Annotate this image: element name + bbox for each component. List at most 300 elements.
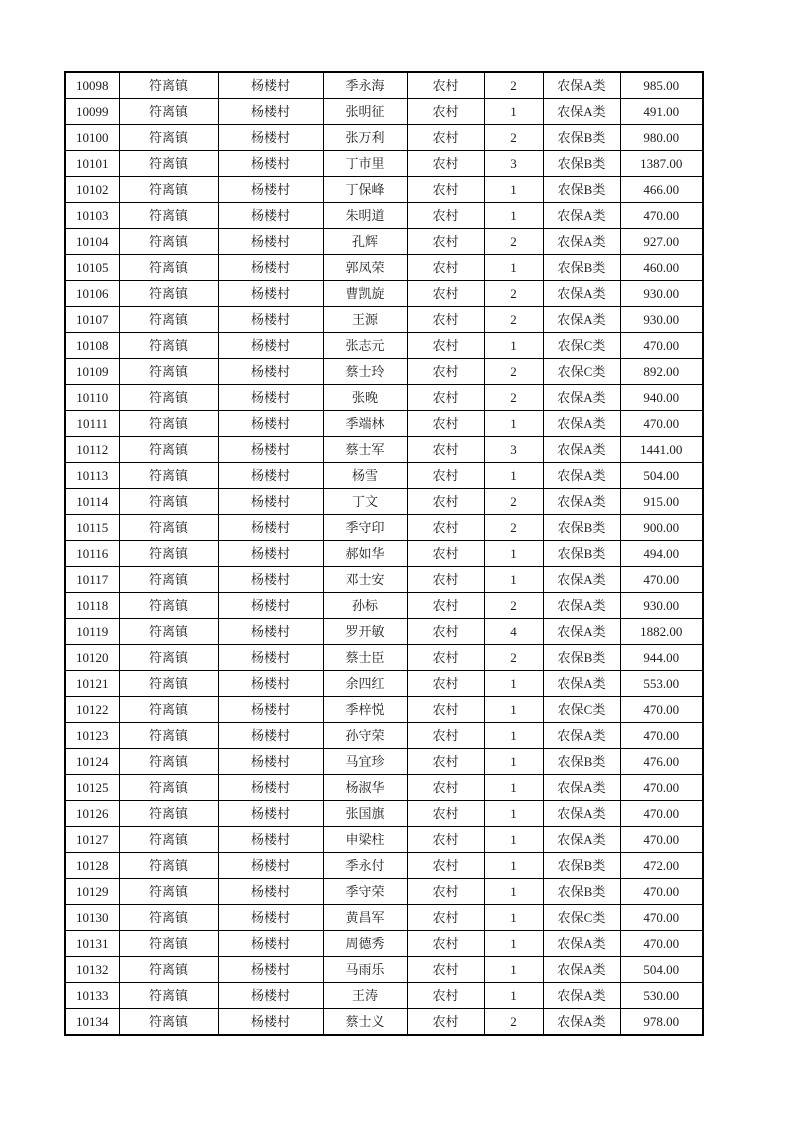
cell-town: 符离镇 — [119, 203, 218, 229]
cell-residence: 农村 — [407, 359, 484, 385]
cell-insurance_type: 农保A类 — [543, 385, 620, 411]
cell-town: 符离镇 — [119, 72, 218, 99]
cell-name: 申梁柱 — [323, 827, 407, 853]
cell-amount: 470.00 — [620, 723, 703, 749]
table-row — [65, 281, 703, 307]
cell-id: 10098 — [65, 72, 119, 99]
cell-residence: 农村 — [407, 72, 484, 99]
table-row — [65, 671, 703, 697]
cell-id: 10108 — [65, 333, 119, 359]
cell-name: 余四红 — [323, 671, 407, 697]
cell-residence: 农村 — [407, 307, 484, 333]
cell-insurance_type: 农保B类 — [543, 177, 620, 203]
cell-id: 10129 — [65, 879, 119, 905]
cell-residence: 农村 — [407, 567, 484, 593]
cell-town: 符离镇 — [119, 359, 218, 385]
cell-id: 10130 — [65, 905, 119, 931]
table-row — [65, 99, 703, 125]
cell-residence: 农村 — [407, 931, 484, 957]
cell-name: 季永海 — [323, 72, 407, 99]
cell-count: 1 — [484, 723, 543, 749]
cell-amount: 504.00 — [620, 463, 703, 489]
cell-village: 杨楼村 — [218, 749, 323, 775]
cell-count: 1 — [484, 983, 543, 1009]
cell-residence: 农村 — [407, 879, 484, 905]
cell-village: 杨楼村 — [218, 645, 323, 671]
cell-id: 10101 — [65, 151, 119, 177]
cell-amount: 944.00 — [620, 645, 703, 671]
cell-insurance_type: 农保C类 — [543, 333, 620, 359]
cell-residence: 农村 — [407, 775, 484, 801]
cell-town: 符离镇 — [119, 801, 218, 827]
cell-id: 10132 — [65, 957, 119, 983]
cell-insurance_type: 农保A类 — [543, 229, 620, 255]
cell-residence: 农村 — [407, 489, 484, 515]
cell-insurance_type: 农保A类 — [543, 671, 620, 697]
cell-town: 符离镇 — [119, 437, 218, 463]
cell-village: 杨楼村 — [218, 931, 323, 957]
cell-residence: 农村 — [407, 827, 484, 853]
table-row — [65, 567, 703, 593]
cell-count: 2 — [484, 385, 543, 411]
cell-village: 杨楼村 — [218, 151, 323, 177]
cell-amount: 930.00 — [620, 307, 703, 333]
cell-id: 10106 — [65, 281, 119, 307]
table-row — [65, 515, 703, 541]
cell-town: 符离镇 — [119, 619, 218, 645]
cell-amount: 553.00 — [620, 671, 703, 697]
table-row — [65, 255, 703, 281]
cell-residence: 农村 — [407, 853, 484, 879]
cell-town: 符离镇 — [119, 411, 218, 437]
cell-insurance_type: 农保A类 — [543, 775, 620, 801]
cell-name: 朱明道 — [323, 203, 407, 229]
cell-insurance_type: 农保C类 — [543, 359, 620, 385]
cell-village: 杨楼村 — [218, 879, 323, 905]
cell-town: 符离镇 — [119, 723, 218, 749]
cell-village: 杨楼村 — [218, 489, 323, 515]
cell-insurance_type: 农保C类 — [543, 697, 620, 723]
cell-name: 蔡士义 — [323, 1009, 407, 1036]
cell-insurance_type: 农保A类 — [543, 1009, 620, 1036]
cell-town: 符离镇 — [119, 125, 218, 151]
table-row — [65, 177, 703, 203]
table-row — [65, 801, 703, 827]
cell-village: 杨楼村 — [218, 671, 323, 697]
cell-residence: 农村 — [407, 385, 484, 411]
cell-residence: 农村 — [407, 749, 484, 775]
cell-count: 4 — [484, 619, 543, 645]
table-row — [65, 411, 703, 437]
cell-town: 符离镇 — [119, 541, 218, 567]
cell-residence: 农村 — [407, 281, 484, 307]
cell-residence: 农村 — [407, 697, 484, 723]
cell-id: 10113 — [65, 463, 119, 489]
benefits-roster-table — [64, 71, 704, 1036]
cell-amount: 900.00 — [620, 515, 703, 541]
cell-name: 张晚 — [323, 385, 407, 411]
cell-town: 符离镇 — [119, 567, 218, 593]
cell-amount: 460.00 — [620, 255, 703, 281]
cell-town: 符离镇 — [119, 645, 218, 671]
table-row — [65, 359, 703, 385]
cell-town: 符离镇 — [119, 177, 218, 203]
table-row — [65, 151, 703, 177]
table-row — [65, 125, 703, 151]
cell-residence: 农村 — [407, 905, 484, 931]
cell-residence: 农村 — [407, 151, 484, 177]
cell-village: 杨楼村 — [218, 411, 323, 437]
cell-id: 10133 — [65, 983, 119, 1009]
cell-count: 2 — [484, 125, 543, 151]
cell-insurance_type: 农保A类 — [543, 723, 620, 749]
cell-count: 2 — [484, 281, 543, 307]
cell-count: 3 — [484, 437, 543, 463]
cell-name: 周德秀 — [323, 931, 407, 957]
cell-insurance_type: 农保A类 — [543, 593, 620, 619]
cell-residence: 农村 — [407, 255, 484, 281]
cell-count: 1 — [484, 333, 543, 359]
cell-town: 符离镇 — [119, 1009, 218, 1036]
cell-village: 杨楼村 — [218, 463, 323, 489]
table-row — [65, 645, 703, 671]
cell-amount: 472.00 — [620, 853, 703, 879]
cell-amount: 978.00 — [620, 1009, 703, 1036]
cell-insurance_type: 农保B类 — [543, 853, 620, 879]
cell-id: 10099 — [65, 99, 119, 125]
cell-name: 张明征 — [323, 99, 407, 125]
cell-residence: 农村 — [407, 983, 484, 1009]
cell-town: 符离镇 — [119, 229, 218, 255]
cell-insurance_type: 农保A类 — [543, 931, 620, 957]
cell-residence: 农村 — [407, 515, 484, 541]
cell-count: 2 — [484, 645, 543, 671]
cell-insurance_type: 农保B类 — [543, 645, 620, 671]
table-row — [65, 593, 703, 619]
cell-insurance_type: 农保A类 — [543, 203, 620, 229]
cell-name: 季梓悦 — [323, 697, 407, 723]
cell-count: 1 — [484, 905, 543, 931]
cell-insurance_type: 农保B类 — [543, 125, 620, 151]
cell-count: 1 — [484, 177, 543, 203]
cell-village: 杨楼村 — [218, 437, 323, 463]
cell-insurance_type: 农保A类 — [543, 463, 620, 489]
cell-residence: 农村 — [407, 957, 484, 983]
cell-name: 季永付 — [323, 853, 407, 879]
cell-id: 10109 — [65, 359, 119, 385]
table-row — [65, 827, 703, 853]
cell-town: 符离镇 — [119, 957, 218, 983]
cell-residence: 农村 — [407, 411, 484, 437]
cell-id: 10126 — [65, 801, 119, 827]
cell-village: 杨楼村 — [218, 515, 323, 541]
cell-insurance_type: 农保A类 — [543, 619, 620, 645]
cell-insurance_type: 农保A类 — [543, 567, 620, 593]
cell-name: 蔡士军 — [323, 437, 407, 463]
cell-id: 10107 — [65, 307, 119, 333]
cell-count: 1 — [484, 801, 543, 827]
cell-insurance_type: 农保B类 — [543, 515, 620, 541]
cell-id: 10119 — [65, 619, 119, 645]
cell-name: 季守印 — [323, 515, 407, 541]
cell-name: 丁保峰 — [323, 177, 407, 203]
table-row — [65, 437, 703, 463]
cell-village: 杨楼村 — [218, 307, 323, 333]
cell-town: 符离镇 — [119, 385, 218, 411]
cell-village: 杨楼村 — [218, 125, 323, 151]
cell-amount: 470.00 — [620, 905, 703, 931]
cell-amount: 470.00 — [620, 801, 703, 827]
table-row — [65, 723, 703, 749]
cell-amount: 470.00 — [620, 697, 703, 723]
cell-residence: 农村 — [407, 333, 484, 359]
cell-id: 10134 — [65, 1009, 119, 1036]
cell-id: 10105 — [65, 255, 119, 281]
cell-town: 符离镇 — [119, 593, 218, 619]
cell-amount: 470.00 — [620, 931, 703, 957]
cell-town: 符离镇 — [119, 905, 218, 931]
cell-count: 1 — [484, 567, 543, 593]
cell-name: 丁文 — [323, 489, 407, 515]
cell-insurance_type: 农保B类 — [543, 541, 620, 567]
cell-count: 1 — [484, 411, 543, 437]
cell-count: 1 — [484, 827, 543, 853]
cell-count: 2 — [484, 307, 543, 333]
cell-amount: 927.00 — [620, 229, 703, 255]
cell-residence: 农村 — [407, 437, 484, 463]
cell-name: 郭凤荣 — [323, 255, 407, 281]
cell-insurance_type: 农保A类 — [543, 489, 620, 515]
cell-residence: 农村 — [407, 99, 484, 125]
cell-count: 1 — [484, 203, 543, 229]
cell-name: 王源 — [323, 307, 407, 333]
cell-amount: 892.00 — [620, 359, 703, 385]
cell-name: 季守荣 — [323, 879, 407, 905]
cell-amount: 470.00 — [620, 879, 703, 905]
cell-residence: 农村 — [407, 203, 484, 229]
cell-amount: 504.00 — [620, 957, 703, 983]
cell-village: 杨楼村 — [218, 775, 323, 801]
table-row — [65, 619, 703, 645]
table-row — [65, 229, 703, 255]
cell-insurance_type: 农保B类 — [543, 879, 620, 905]
cell-count: 1 — [484, 853, 543, 879]
cell-count: 2 — [484, 229, 543, 255]
cell-amount: 491.00 — [620, 99, 703, 125]
cell-count: 1 — [484, 957, 543, 983]
table-row — [65, 463, 703, 489]
cell-count: 1 — [484, 255, 543, 281]
cell-village: 杨楼村 — [218, 333, 323, 359]
cell-name: 郝如华 — [323, 541, 407, 567]
cell-count: 1 — [484, 749, 543, 775]
cell-insurance_type: 农保A类 — [543, 983, 620, 1009]
table-row — [65, 853, 703, 879]
cell-village: 杨楼村 — [218, 229, 323, 255]
cell-insurance_type: 农保A类 — [543, 411, 620, 437]
cell-village: 杨楼村 — [218, 567, 323, 593]
cell-amount: 470.00 — [620, 775, 703, 801]
cell-count: 1 — [484, 463, 543, 489]
cell-name: 马宜珍 — [323, 749, 407, 775]
cell-town: 符离镇 — [119, 255, 218, 281]
cell-town: 符离镇 — [119, 697, 218, 723]
cell-town: 符离镇 — [119, 333, 218, 359]
cell-amount: 470.00 — [620, 333, 703, 359]
cell-residence: 农村 — [407, 1009, 484, 1036]
cell-name: 季端林 — [323, 411, 407, 437]
cell-count: 2 — [484, 1009, 543, 1036]
cell-residence: 农村 — [407, 645, 484, 671]
cell-name: 蔡士玲 — [323, 359, 407, 385]
cell-name: 黄昌军 — [323, 905, 407, 931]
cell-town: 符离镇 — [119, 463, 218, 489]
cell-village: 杨楼村 — [218, 541, 323, 567]
cell-town: 符离镇 — [119, 879, 218, 905]
cell-village: 杨楼村 — [218, 827, 323, 853]
cell-name: 罗开敏 — [323, 619, 407, 645]
cell-town: 符离镇 — [119, 515, 218, 541]
cell-amount: 915.00 — [620, 489, 703, 515]
cell-name: 丁市里 — [323, 151, 407, 177]
cell-count: 3 — [484, 151, 543, 177]
cell-town: 符离镇 — [119, 827, 218, 853]
cell-name: 杨雪 — [323, 463, 407, 489]
cell-id: 10127 — [65, 827, 119, 853]
cell-amount: 985.00 — [620, 72, 703, 99]
cell-id: 10100 — [65, 125, 119, 151]
cell-id: 10102 — [65, 177, 119, 203]
table-row — [65, 203, 703, 229]
cell-name: 孙守荣 — [323, 723, 407, 749]
cell-insurance_type: 农保A类 — [543, 957, 620, 983]
cell-village: 杨楼村 — [218, 255, 323, 281]
cell-town: 符离镇 — [119, 931, 218, 957]
cell-amount: 476.00 — [620, 749, 703, 775]
cell-id: 10121 — [65, 671, 119, 697]
cell-residence: 农村 — [407, 593, 484, 619]
cell-count: 1 — [484, 697, 543, 723]
cell-name: 孔辉 — [323, 229, 407, 255]
cell-residence: 农村 — [407, 463, 484, 489]
cell-residence: 农村 — [407, 541, 484, 567]
table-row — [65, 879, 703, 905]
cell-count: 2 — [484, 515, 543, 541]
cell-id: 10116 — [65, 541, 119, 567]
cell-insurance_type: 农保B类 — [543, 151, 620, 177]
cell-insurance_type: 农保A类 — [543, 72, 620, 99]
cell-amount: 930.00 — [620, 281, 703, 307]
cell-village: 杨楼村 — [218, 72, 323, 99]
table-row — [65, 749, 703, 775]
cell-village: 杨楼村 — [218, 619, 323, 645]
cell-count: 1 — [484, 931, 543, 957]
cell-village: 杨楼村 — [218, 281, 323, 307]
cell-amount: 1387.00 — [620, 151, 703, 177]
cell-name: 杨淑华 — [323, 775, 407, 801]
cell-count: 1 — [484, 99, 543, 125]
cell-id: 10118 — [65, 593, 119, 619]
cell-insurance_type: 农保A类 — [543, 307, 620, 333]
table-row — [65, 905, 703, 931]
cell-count: 2 — [484, 72, 543, 99]
table-row — [65, 489, 703, 515]
cell-village: 杨楼村 — [218, 801, 323, 827]
table-row — [65, 307, 703, 333]
cell-village: 杨楼村 — [218, 99, 323, 125]
cell-amount: 494.00 — [620, 541, 703, 567]
table-row — [65, 541, 703, 567]
cell-count: 1 — [484, 775, 543, 801]
cell-amount: 1441.00 — [620, 437, 703, 463]
cell-id: 10112 — [65, 437, 119, 463]
cell-name: 孙标 — [323, 593, 407, 619]
cell-village: 杨楼村 — [218, 1009, 323, 1036]
cell-id: 10103 — [65, 203, 119, 229]
cell-insurance_type: 农保A类 — [543, 281, 620, 307]
cell-residence: 农村 — [407, 723, 484, 749]
cell-amount: 940.00 — [620, 385, 703, 411]
cell-residence: 农村 — [407, 801, 484, 827]
cell-town: 符离镇 — [119, 99, 218, 125]
cell-town: 符离镇 — [119, 307, 218, 333]
cell-count: 1 — [484, 541, 543, 567]
cell-insurance_type: 农保B类 — [543, 255, 620, 281]
cell-amount: 980.00 — [620, 125, 703, 151]
cell-name: 马雨乐 — [323, 957, 407, 983]
cell-count: 2 — [484, 593, 543, 619]
cell-insurance_type: 农保C类 — [543, 905, 620, 931]
cell-id: 10110 — [65, 385, 119, 411]
cell-town: 符离镇 — [119, 853, 218, 879]
cell-id: 10128 — [65, 853, 119, 879]
cell-village: 杨楼村 — [218, 905, 323, 931]
cell-id: 10131 — [65, 931, 119, 957]
cell-insurance_type: 农保A类 — [543, 801, 620, 827]
cell-village: 杨楼村 — [218, 697, 323, 723]
table-row — [65, 983, 703, 1009]
cell-name: 王涛 — [323, 983, 407, 1009]
cell-id: 10124 — [65, 749, 119, 775]
cell-village: 杨楼村 — [218, 853, 323, 879]
cell-town: 符离镇 — [119, 281, 218, 307]
cell-id: 10120 — [65, 645, 119, 671]
table-row — [65, 385, 703, 411]
table-row — [65, 931, 703, 957]
cell-id: 10125 — [65, 775, 119, 801]
cell-town: 符离镇 — [119, 489, 218, 515]
cell-village: 杨楼村 — [218, 385, 323, 411]
cell-amount: 470.00 — [620, 203, 703, 229]
table-row — [65, 697, 703, 723]
cell-residence: 农村 — [407, 619, 484, 645]
cell-village: 杨楼村 — [218, 983, 323, 1009]
cell-amount: 930.00 — [620, 593, 703, 619]
cell-name: 张国旗 — [323, 801, 407, 827]
cell-town: 符离镇 — [119, 983, 218, 1009]
cell-town: 符离镇 — [119, 749, 218, 775]
cell-town: 符离镇 — [119, 775, 218, 801]
cell-count: 2 — [484, 489, 543, 515]
cell-name: 曹凯旋 — [323, 281, 407, 307]
cell-count: 1 — [484, 671, 543, 697]
cell-amount: 470.00 — [620, 567, 703, 593]
cell-village: 杨楼村 — [218, 957, 323, 983]
cell-village: 杨楼村 — [218, 203, 323, 229]
cell-residence: 农村 — [407, 125, 484, 151]
cell-village: 杨楼村 — [218, 593, 323, 619]
cell-name: 张志元 — [323, 333, 407, 359]
